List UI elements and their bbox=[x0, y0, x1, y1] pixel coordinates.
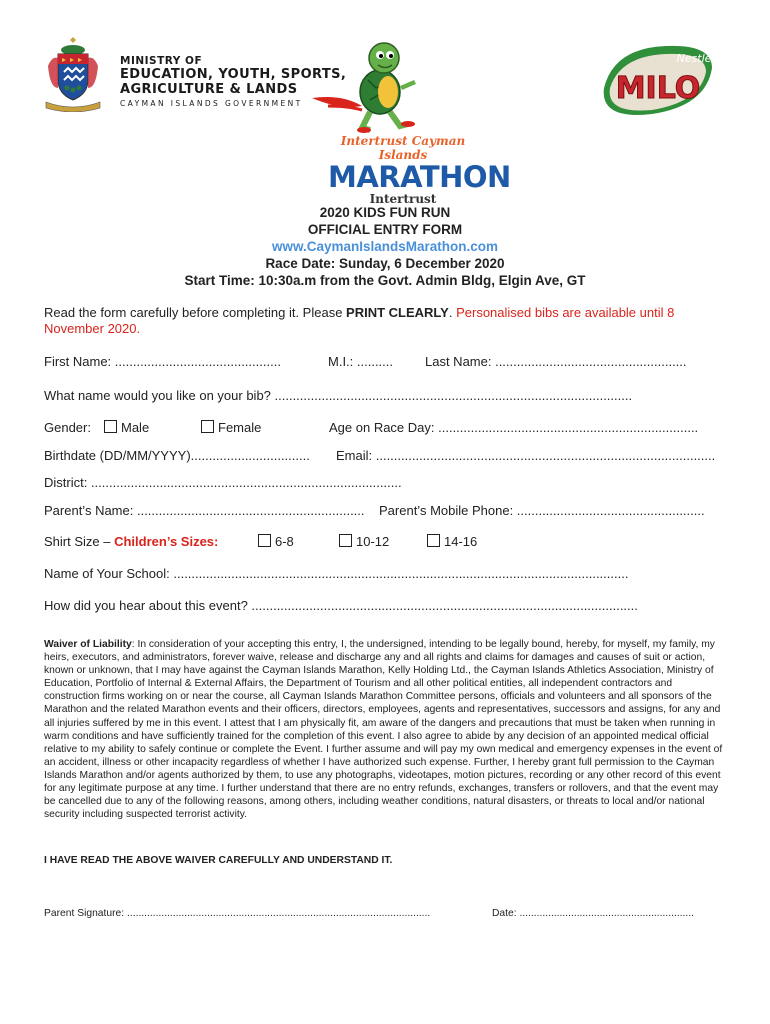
size-6-8-option[interactable] bbox=[258, 534, 294, 549]
bib-name-field[interactable]: What name would you like on your bib? ................................................................................................... bbox=[44, 388, 633, 403]
intro-text-1: Read the form carefully before completing it. Please bbox=[44, 305, 347, 320]
male-checkbox[interactable] bbox=[104, 420, 117, 433]
website-link[interactable]: www.CaymanIslandsMarathon.com bbox=[271, 239, 499, 254]
size-14-16-option[interactable] bbox=[427, 534, 477, 549]
marathon-logo-tagline: Intertrust Cayman Islands bbox=[340, 134, 466, 162]
ministry-line-2: EDUCATION, YOUTH, SPORTS, bbox=[120, 67, 347, 82]
district-field[interactable]: District: ...................................................................................... bbox=[44, 475, 402, 490]
middle-initial-field[interactable]: M.I.: .......... bbox=[328, 354, 394, 369]
age-field[interactable]: Age on Race Day: ........................................................................ bbox=[329, 420, 699, 435]
birthdate-field[interactable]: Birthdate (DD/MM/YYYY)................................. bbox=[44, 448, 310, 463]
waiver-of-liability bbox=[44, 638, 724, 821]
school-field[interactable]: Name of Your School: .............................................................................................................................. bbox=[44, 566, 629, 581]
event-title: 2020 KIDS FUN RUN bbox=[319, 205, 451, 220]
size-14-16-checkbox[interactable] bbox=[427, 534, 440, 547]
size-10-12-label: 10-12 bbox=[356, 534, 390, 549]
gender-label: Gender: bbox=[44, 420, 91, 435]
cayman-crest-logo bbox=[40, 36, 106, 112]
gender-male-option[interactable] bbox=[104, 420, 149, 435]
female-checkbox[interactable] bbox=[201, 420, 214, 433]
marathon-logo-sponsor: Intertrust bbox=[369, 192, 437, 206]
first-name-field[interactable]: First Name: .............................................. bbox=[44, 354, 281, 369]
intro-paragraph bbox=[44, 305, 734, 337]
milo-logo bbox=[598, 40, 716, 124]
print-clearly: PRINT CLEARLY bbox=[346, 305, 449, 320]
size-6-8-checkbox[interactable] bbox=[258, 534, 271, 547]
marathon-logo-wordmark: MARATHON bbox=[328, 160, 511, 194]
last-name-field[interactable]: Last Name: ..................................................... bbox=[425, 354, 687, 369]
size-10-12-checkbox[interactable] bbox=[339, 534, 352, 547]
heard-about-field[interactable]: How did you hear about this event? ........................................................................................................... bbox=[44, 598, 638, 613]
nestle-text: Nestlé bbox=[676, 52, 712, 65]
milo-brand-text: MILO bbox=[615, 71, 701, 106]
shirt-size-text: Shirt Size – bbox=[44, 534, 115, 549]
male-label: Male bbox=[121, 420, 150, 435]
waiver-label: Waiver of Liability bbox=[44, 639, 132, 650]
ministry-line-4: CAYMAN ISLANDS GOVERNMENT bbox=[120, 99, 303, 108]
start-time: Start Time: 10:30a.m from the Govt. Admin Bldg, Elgin Ave, GT bbox=[184, 273, 586, 288]
intro-text-2: . bbox=[448, 305, 457, 320]
waiver-acknowledgement: I HAVE READ THE ABOVE WAIVER CAREFULLY AND UNDERSTAND IT. bbox=[44, 855, 393, 866]
gender-female-option[interactable] bbox=[201, 420, 261, 435]
race-date: Race Date: Sunday, 6 December 2020 bbox=[265, 256, 505, 271]
size-14-16-label: 14-16 bbox=[444, 534, 478, 549]
size-6-8-label: 6-8 bbox=[275, 534, 294, 549]
parent-name-field[interactable]: Parent’s Name: ............................................................... bbox=[44, 503, 365, 518]
signature-date-field[interactable]: Date: ............................................................. bbox=[492, 908, 694, 919]
ministry-line-3: AGRICULTURE & LANDS bbox=[120, 82, 298, 97]
parent-signature-field[interactable]: Parent Signature: .......................................................................................................... bbox=[44, 908, 431, 919]
female-label: Female bbox=[218, 420, 262, 435]
turtle-mascot-logo bbox=[308, 40, 440, 135]
form-title: OFFICIAL ENTRY FORM bbox=[307, 222, 463, 237]
parent-phone-field[interactable]: Parent’s Mobile Phone: .................................................... bbox=[379, 503, 705, 518]
waiver-text: : In consideration of your accepting this entry, I, the undersigned, intending to be legally bound, hereby, for myself, my family, my heirs, executors, and administrators, forever waive, release and discharge any and all rights and claims for damages and causes of suit or action, known or unknown, that I may have against the Cayman Islands Marathon, Kelly Holding Ltd., the Cayman Islands Athletics Association, Ministry of Education, Portfolio of Internal & External Affairs, the Department of Tourism and all other political entities, all independent contractors and construction firms working on or near the course, all Cayman Islands Marathon Committee persons, officials and volunteers and all sponsors of the Marathon and the related Marathon events and their officers, directors, employees, agents and representatives, successors and assigns, for any and all injuries suffered by me in this event. I attest that I am physically fit, am aware of the dangers and precautions that must be taken when running in warm conditions and have sufficiently trained for the completion of this event. I also agree to abide by any decision of an appointed medical official relative to my ability to safely continue or complete the Event. I further assume and will pay my own medical and emergency expenses in the event of an accident, illness or other incapacity regardless of whether I have authorized such expense. Further, I hereby grant full permission to the Cayman Islands Marathon and/or agents authorized by them, to use any photographs, videotapes, motion pictures, recording or any other record of this event for any legitimate purpose at any time. I further understand that there are no entry refunds, exchanges, transfers or rollovers, and that the event may be cancelled due to any of the following reasons, among others, including weather conditions, natural disasters, or threats to local and/or national security including suspected terrorist activity. bbox=[44, 639, 723, 821]
ministry-line-1: MINISTRY OF bbox=[120, 55, 203, 67]
size-10-12-option[interactable] bbox=[339, 534, 389, 549]
bibs-note: Personalised bibs are available until 8 November 2020. bbox=[44, 305, 675, 336]
shirt-size-label bbox=[44, 534, 218, 549]
marathon-logo bbox=[328, 134, 511, 206]
form-heading bbox=[0, 204, 770, 289]
email-field[interactable]: Email: .............................................................................................. bbox=[336, 448, 716, 463]
childrens-sizes-label: Children’s Sizes: bbox=[114, 534, 219, 549]
